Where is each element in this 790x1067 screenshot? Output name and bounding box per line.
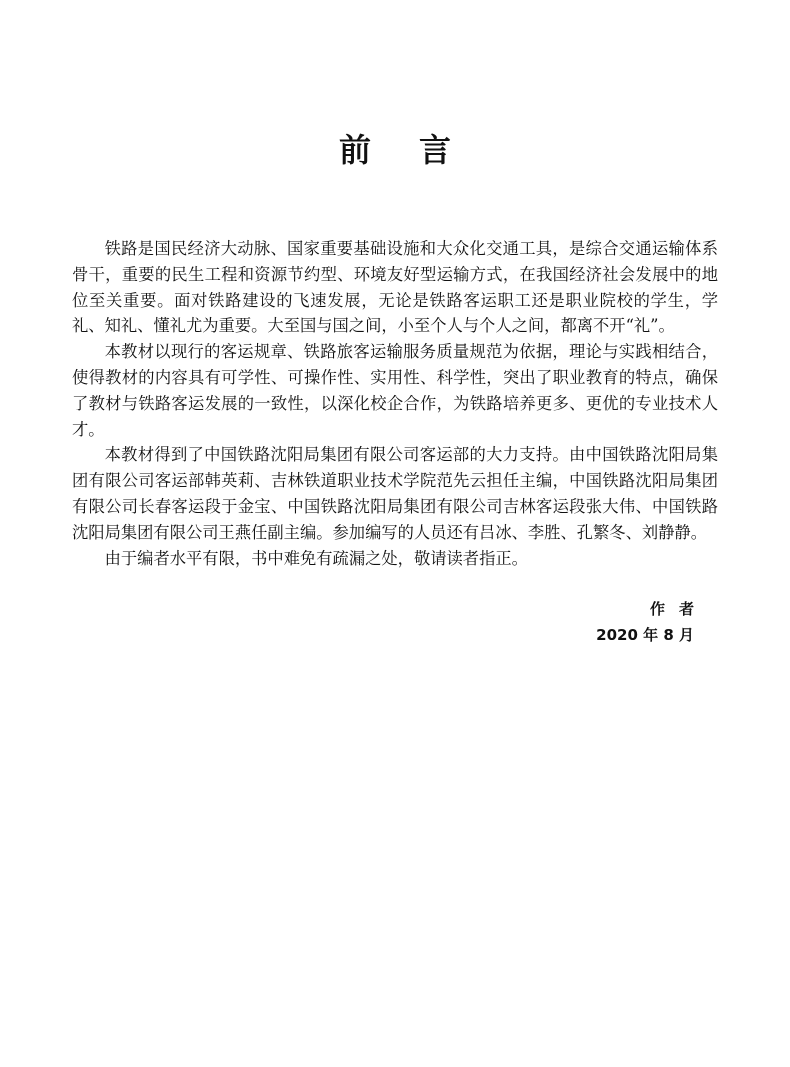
signature-date: 2020 年 8 月 [596,626,694,644]
preface-body [72,236,718,571]
page-title: 前言 [338,131,499,169]
signature-author: 作者 [649,600,708,618]
paragraph-2: 本教材以现行的客运规章、铁路旅客运输服务质量规范为依据，理论与实践相结合，使得教材的内容具有可学性、可操作性、实用性、科学性，突出了职业教育的特点，确保了教材与铁路客运发展的一致性，以深化校企合作，为铁路培养更多、更优的专业技术人才。 [72,342,718,439]
paragraph-4: 由于编者水平有限，书中难免有疏漏之处，敬请读者指正。 [104,548,528,568]
paragraph-3: 本教材得到了中国铁路沈阳局集团有限公司客运部的大力支持。由中国铁路沈阳局集团有限公司客运部韩英莉、吉林铁道职业技术学院范先云担任主编，中国铁路沈阳局集团有限公司长春客运段于金宝、中国铁路沈阳局集团有限公司吉林客运段张大伟、中国铁路沈阳局集团有限公司王燕任副主编。参加编写的人员还有吕冰、李胜、孔繁冬、刘静静。 [72,445,718,542]
paragraph-1: 铁路是国民经济大动脉、国家重要基础设施和大众化交通工具，是综合交通运输体系骨干，重要的民生工程和资源节约型、环境友好型运输方式，在我国经济社会发展中的地位至关重要。面对铁路建设的飞速发展，无论是铁路客运职工还是职业院校的学生，学礼、知礼、懂礼尤为重要。大至国与国之间，小至个人与个人之间，都离不开“礼”。 [72,239,718,336]
